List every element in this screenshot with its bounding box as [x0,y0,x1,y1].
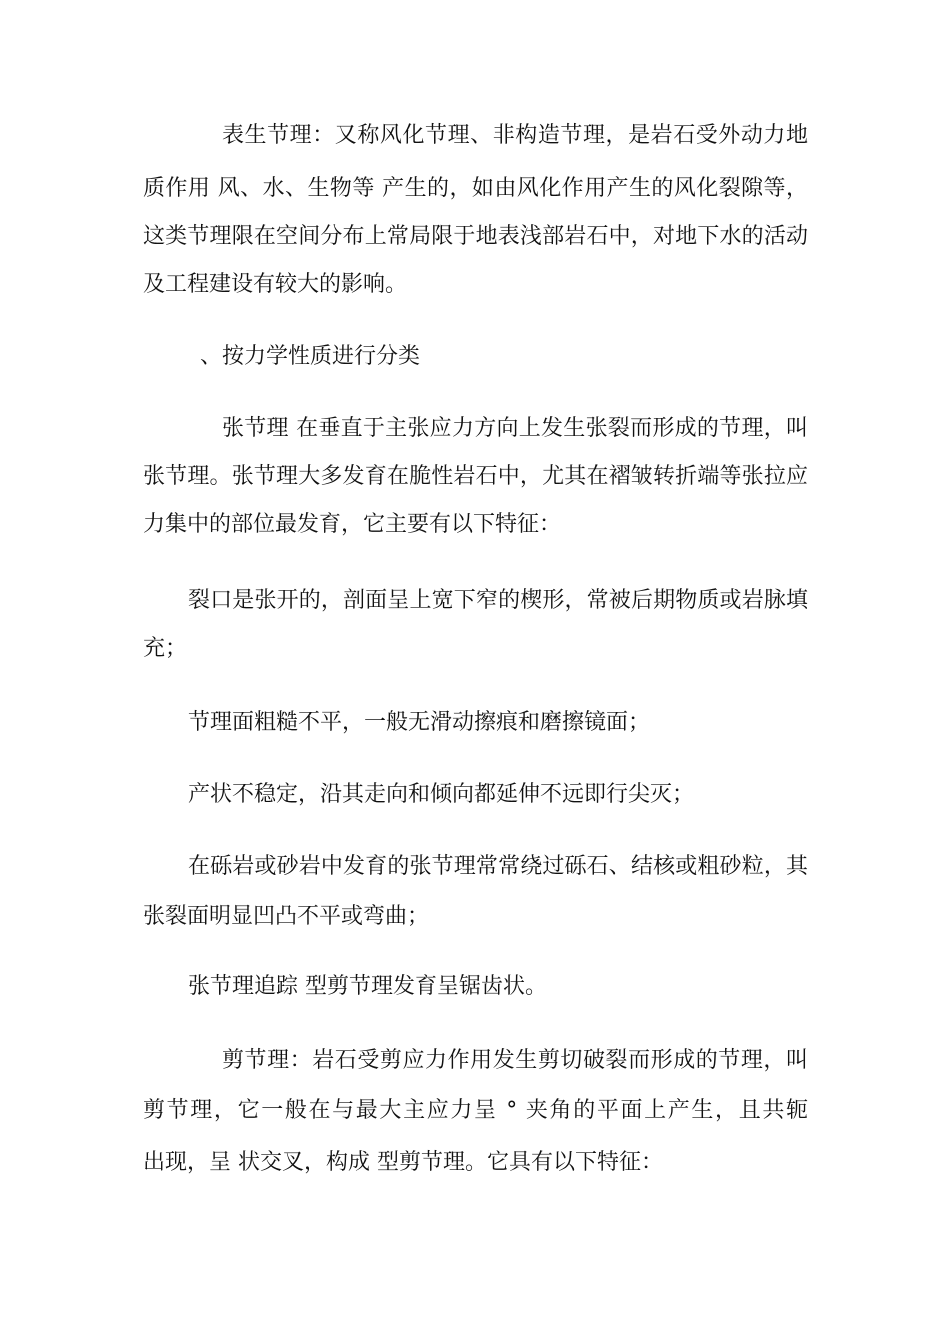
paragraph-line: 及工程建设有较大的影响。 [143,272,408,297]
list-item-line: 张节理追踪 型剪节理发育呈锯齿状。 [188,974,547,999]
list-item-line: 产状不稳定，沿其走向和倾向都延伸不远即行尖灭； [188,782,695,807]
list-item-line: 充； [143,636,188,661]
paragraph-line: 剪节理：岩石受剪应力作用发生剪切破裂而形成的节理，叫 [222,1048,808,1073]
list-item-line: 节理面粗糙不平，一般无滑动擦痕和磨擦镜面； [188,710,651,735]
paragraph-line: 出现，呈 状交叉，构成 型剪节理。它具有以下特征： [143,1150,663,1175]
paragraph-line: 质作用 风、水、生物等 产生的，如由风化作用产生的风化裂隙等， [143,176,808,201]
list-item-line: 裂口是张开的，剖面呈上宽下窄的楔形，常被后期物质或岩脉填 [188,588,808,613]
list-item-line: 张裂面明显凹凸不平或弯曲； [143,904,430,929]
paragraph-line: 张节理 在垂直于主张应力方向上发生张裂而形成的节理，叫 [222,416,808,441]
paragraph-line: 剪节理，它一般在与最大主应力呈 ° 夹角的平面上产生，且共轭 [143,1098,808,1123]
section-heading: 、按力学性质进行分类 [200,344,421,369]
list-item-line: 在砾岩或砂岩中发育的张节理常常绕过砾石、结核或粗砂粒，其 [188,854,808,879]
paragraph-line: 力集中的部位最发育，它主要有以下特征： [143,512,562,537]
paragraph-line: 张节理。张节理大多发育在脆性岩石中，尤其在褶皱转折端等张拉应 [143,464,808,489]
paragraph-line: 这类节理限在空间分布上常局限于地表浅部岩石中，对地下水的活动 [143,224,808,249]
paragraph-line: 表生节理：又称风化节理、非构造节理，是岩石受外动力地 [222,123,808,148]
